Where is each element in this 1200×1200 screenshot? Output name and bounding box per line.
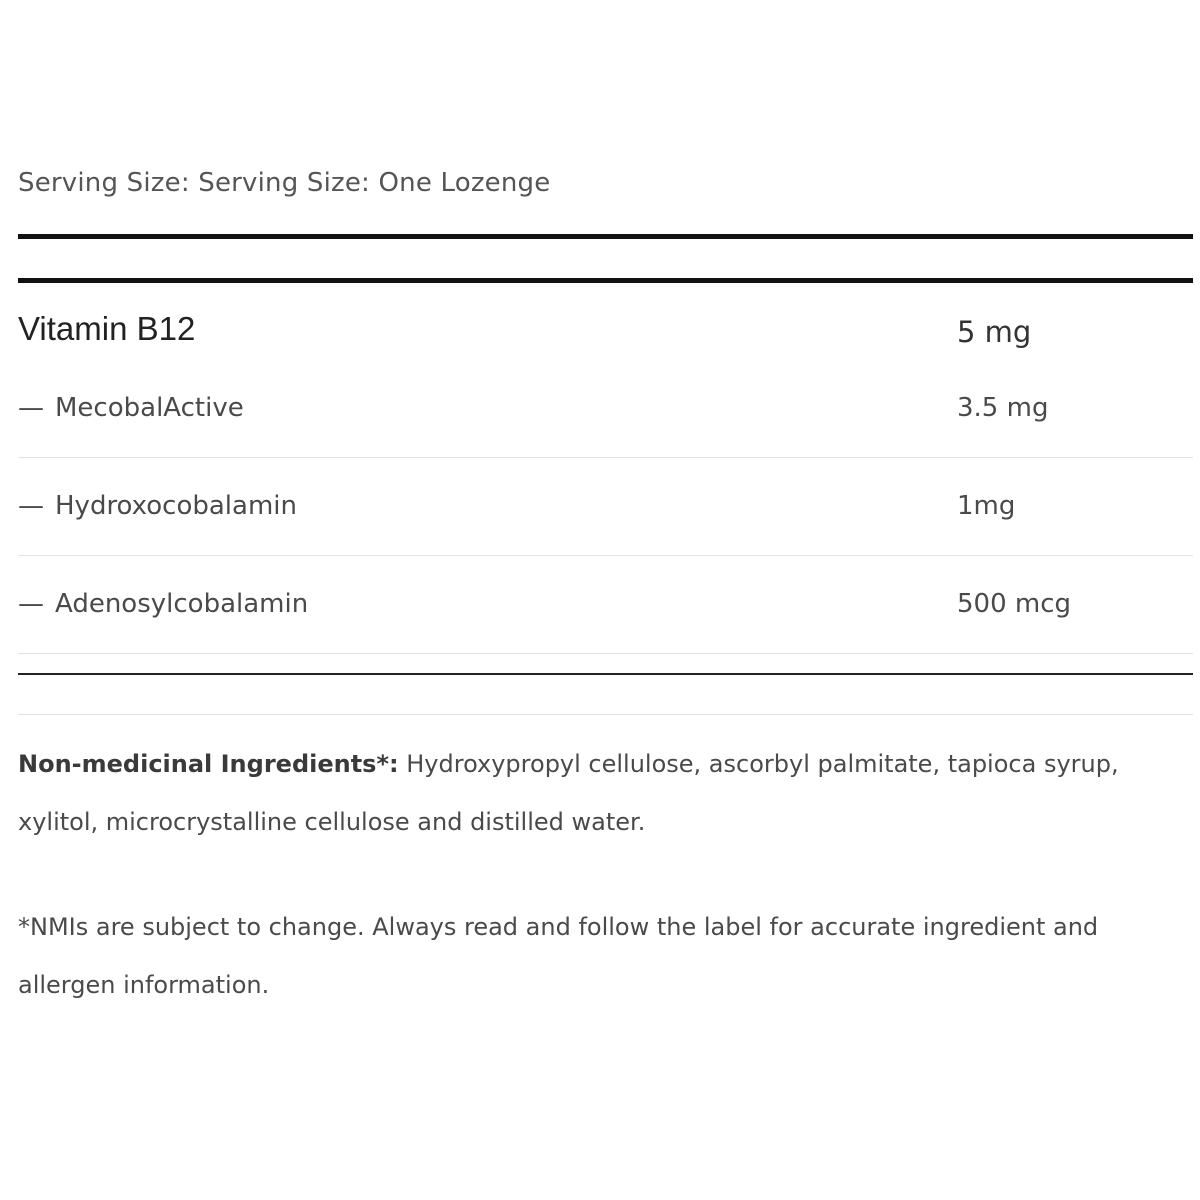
ingredient-sub-row-1 <box>18 393 244 423</box>
disclaimer: *NMIs are subject to change. Always read and follow the label for accurate ingredient and allergen information. <box>18 913 1099 999</box>
ingredient-sub-value: 500 mcg <box>957 589 1072 619</box>
divider-thick-second <box>18 278 1193 283</box>
dash-marker: — <box>18 393 44 423</box>
non-medicinal-text: Hydroxypropyl cellulose, ascorbyl palmitate, tapioca syrup, xylitol, microcrystalline cellulose and distilled water. <box>18 750 1119 836</box>
non-medicinal-heading: Non-medicinal Ingredients*: <box>18 750 399 778</box>
ingredient-sub-label: Hydroxocobalamin <box>55 491 297 521</box>
ingredient-sub-label: Adenosylcobalamin <box>55 589 309 619</box>
divider-table-bottom <box>18 673 1193 675</box>
ingredient-sub-label: MecobalActive <box>55 393 244 423</box>
dash-marker: — <box>18 589 44 619</box>
ingredient-main-value: 5 mg <box>957 315 1032 349</box>
row-divider <box>18 555 1193 556</box>
non-medicinal-ingredients <box>18 735 1178 851</box>
divider-light <box>18 714 1193 715</box>
serving-size: Serving Size: Serving Size: One Lozenge <box>18 168 551 198</box>
ingredient-main-label: Vitamin B12 <box>18 310 196 347</box>
row-divider <box>18 653 1193 654</box>
ingredient-sub-value: 3.5 mg <box>957 393 1049 423</box>
ingredient-sub-value: 1mg <box>957 491 1016 521</box>
dash-marker: — <box>18 491 44 521</box>
ingredient-sub-row-3 <box>18 589 308 619</box>
row-divider <box>18 457 1193 458</box>
ingredient-sub-row-2 <box>18 491 297 521</box>
divider-thick-top <box>18 234 1193 239</box>
